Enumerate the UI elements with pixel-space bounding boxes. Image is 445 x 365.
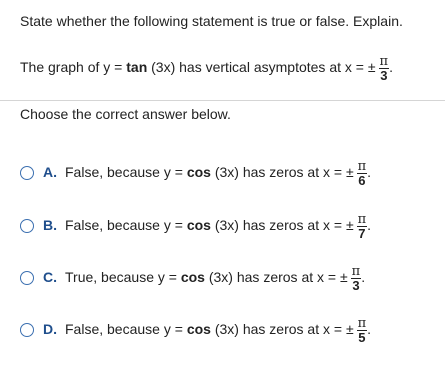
option-b-numerator: π [357,211,367,227]
statement-period: . [389,59,393,75]
option-a-letter: A. [43,164,57,180]
section-divider [0,100,445,101]
fraction-denominator: 3 [380,67,388,83]
option-c-letter: C. [43,269,57,285]
option-d-radio[interactable] [20,323,34,337]
option-d-eq: = [174,321,183,337]
prompt-text: Choose the correct answer below. [20,106,231,122]
statement-eq: = [114,59,123,75]
option-d-text [43,314,371,344]
statement-pm: = ± [355,59,376,75]
option-b-post: (3x) has zeros at x [214,217,330,233]
option-b-eq: = [174,217,183,233]
option-a-denominator: 6 [358,172,366,188]
option-a-radio[interactable] [20,166,34,180]
option-b-text [43,210,371,240]
option-d-numerator: π [357,315,367,331]
option-c-func: cos [180,269,205,285]
option-d-denominator: 5 [358,329,366,345]
option-b-fraction [357,213,368,240]
option-c-text [43,262,365,292]
option-b-func: cos [186,217,211,233]
option-c-period: . [361,269,366,285]
question-instruction: State whether the following statement is true or false. Explain. [20,13,403,29]
option-d-func: cos [186,321,211,337]
option-a-numerator: π [357,158,367,174]
statement-func: tan [126,59,148,75]
option-c-eq: = [168,269,177,285]
option-b-period: . [367,217,372,233]
option-c-radio[interactable] [20,271,34,285]
option-a-post: (3x) has zeros at x [214,164,330,180]
option-c-fraction [351,265,362,292]
option-c-post: (3x) has zeros at x [208,269,325,285]
option-a-text [43,157,371,187]
option-d-fraction [357,317,368,344]
statement-prefix: The graph of y [20,59,111,75]
option-d-pm: = ± [333,321,354,337]
option-c-pm: = ± [327,269,348,285]
statement-arg: (3x) has vertical asymptotes at x [151,59,352,75]
option-b-radio[interactable] [20,219,34,233]
option-a-pm: = ± [333,164,354,180]
option-d-post: (3x) has zeros at x [214,321,330,337]
option-b-denominator: 7 [358,225,366,241]
option-a-pre: False, because y [65,164,171,180]
statement-fraction [379,55,390,82]
option-d-period: . [367,321,372,337]
option-a-eq: = [174,164,183,180]
option-c-pre: True, because y [65,269,165,285]
option-a-period: . [367,164,372,180]
option-d-pre: False, because y [65,321,171,337]
question-statement [20,52,393,82]
option-c-denominator: 3 [352,277,360,293]
option-a-fraction [357,160,368,187]
option-d-letter: D. [43,321,57,337]
option-b-pm: = ± [333,217,354,233]
option-a-func: cos [186,164,211,180]
option-b-letter: B. [43,217,57,233]
fraction-numerator: π [379,53,389,69]
option-b-pre: False, because y [65,217,171,233]
option-c-numerator: π [351,263,361,279]
